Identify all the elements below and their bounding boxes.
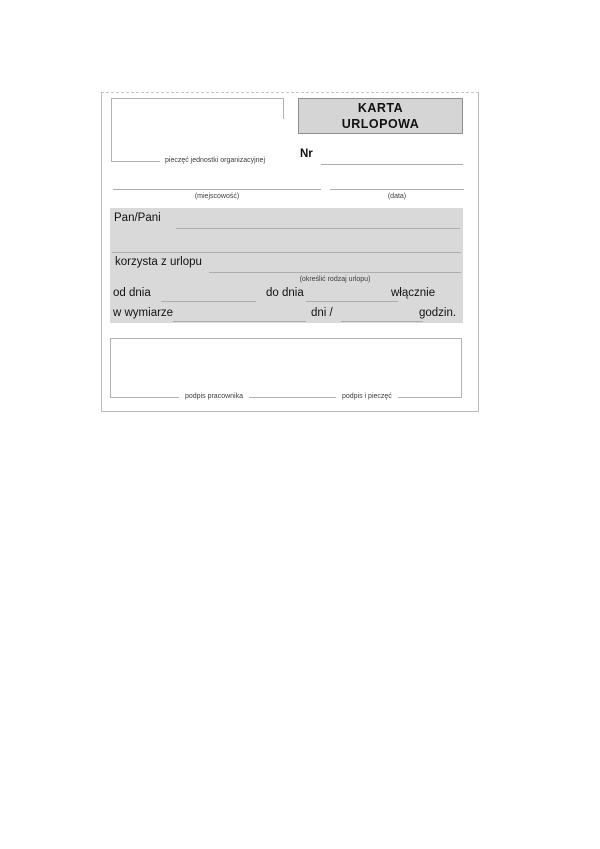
leave-details-section — [110, 208, 463, 323]
to-label: do dnia — [266, 287, 304, 299]
form-title-line1: KARTA — [357, 101, 404, 115]
stamp-box — [111, 98, 284, 164]
inclusive-label: włącznie — [391, 287, 436, 299]
days-field — [341, 313, 423, 322]
duration-label: w wymiarze — [113, 307, 174, 319]
leave-label: korzysta z urlopu — [115, 256, 202, 268]
signature-row — [110, 393, 462, 401]
hours-label: godzin. — [419, 307, 457, 319]
place-label: (miejscowość) — [194, 193, 240, 200]
stamp-label: pieczęć jednostki organizacyjnej — [165, 157, 265, 164]
nr-field — [321, 157, 463, 165]
form-title — [298, 98, 463, 134]
from-label: od dnia — [113, 287, 151, 299]
from-date-field — [161, 293, 256, 302]
stamp-box-right-border — [283, 99, 284, 119]
date-label: (data) — [387, 193, 407, 200]
place-field — [113, 182, 321, 190]
stamp-underline — [111, 161, 160, 162]
nr-label: Nr — [300, 148, 313, 160]
person-label: Pan/Pani — [114, 212, 161, 224]
person-name-field — [176, 220, 460, 229]
stamp-signature-label: podpis i pieczęć — [341, 393, 392, 400]
leave-card-form — [101, 92, 479, 412]
duration-field — [173, 313, 306, 322]
employee-signature-label: podpis pracownika — [185, 393, 243, 400]
signature-line — [398, 397, 462, 398]
form-title-line2: URLOPOWA — [341, 117, 420, 131]
to-date-field — [306, 293, 398, 302]
signature-box — [110, 338, 462, 400]
leave-type-hint: (określić rodzaj urlopu) — [299, 276, 371, 283]
leave-type-field — [209, 264, 461, 273]
person-name-field-2 — [112, 244, 461, 253]
days-label: dni / — [311, 307, 333, 319]
stamp-box-bottom — [111, 157, 284, 165]
signature-line — [110, 397, 179, 398]
signature-line — [249, 397, 336, 398]
date-field — [330, 182, 464, 190]
